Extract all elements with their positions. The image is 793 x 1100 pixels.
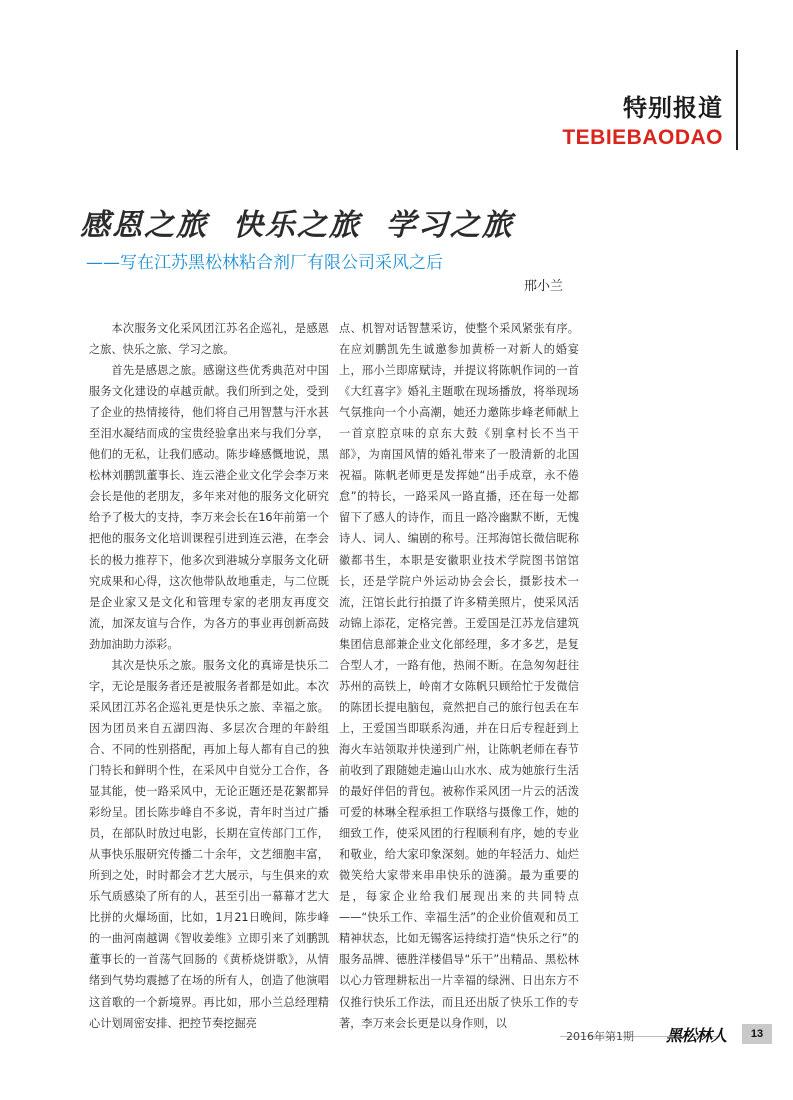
paragraph: 点、机智对话智慧采访，使整个采风紧张有序。在应刘鹏凯先生诚邀参加黄桥一对新人的婚宴上，邢小兰即席赋诗，并提议将陈帆作词的一首《大红喜字》婚礼主题歌在现场播放，将举现场气氛推向一个小高潮，她还力邀陈步峰老师献上一首京腔京味的京东大鼓《别拿村长不当干部》，为南国风情的婚礼带来了一股清新的北国祝福。陈帆老师更是发挥她“出手成章，永不倦怠”的特长，一路采风一路直播，还在每一处都留下了感人的诗作，而且一路冷幽默不断，无愧诗人、词人、编剧的称号。汪邦海馆长微信昵称徽都书生，本职是安徽职业技术学院图书馆馆长，还是学院户外运动协会会长，摄影技术一流，汪馆长此行拍摄了许多精美照片，使采风活动锦上添花，定格完善。王爱国是江苏龙信建筑集团信息部兼企业文化部经理，多才多艺，是复合型人才，一路有他，热闹不断。在急匆匆赶往苏州的高铁上，岭南才女陈帆只顾给忙于发微信的陈团长提电脑包，竟然把自己的旅行包丢在车上，王爱国当即联系沟通，并在日后专程赶到上海火车站领取并快递到广州，让陈帆老师在春节前收到了跟随她走遍山山水水、成为她旅行生活的最好伴侣的背包。被称作采风团一片云的活泼可爱的林琳全程承担工作联络与摄像工作，她的细致工作，使采风团的行程顺利有序，她的专业和敬业，给大家印象深刻。她的年轻活力、灿烂微笑给大家带来串串快乐的涟漪。最为重要的是，每家企业给我们展现出来的共同特点——“快乐工作、幸福生活”的企业价值观和员工精神状态，比如无锡客运持续打造“快乐之行”的服务品牌、德胜洋楼倡导“乐干”出精品、黑松林以心力管理耕耘出一片幸福的绿洲、日出东方不仅推行快乐工作法，而且还出版了快乐工作的专著，李万来会长更是以身作则，以 <box>339 322 579 1030</box>
article-title: 感恩之旅 快乐之旅 学习之旅 <box>80 208 514 243</box>
section-title-pinyin: TEBIEBAODAO <box>562 126 723 149</box>
article-column-left <box>89 318 329 1034</box>
paragraph: 本次服务文化采风团江苏名企巡礼，是感恩之旅、快乐之旅、学习之旅。 <box>89 322 329 357</box>
paragraph: 其次是快乐之旅。服务文化的真谛是快乐二字，无论是服务者还是被服务者都是如此。本次采风团江苏名企巡礼更是快乐之旅、幸福之旅。因为团员来自五湖四海、多层次合理的年龄组合、不同的性别搭配，再加上每人都有自己的独门特长和鲜明个性，在采风中自觉分工合作，各显其能，使一路采风中，无论正题还是花絮都异彩纷呈。团长陈步峰自不多说，青年时当过广播员，在部队时放过电影，长期在宣传部门工作，从事快乐服研究传播二十余年，文艺细胞丰富，所到之处，时时都会才艺大展示，与生俱来的欢乐气质感染了所有的人，甚至引出一幕幕才艺大比拼的火爆场面，比如，1月21日晚间，陈步峰的一曲河南越调《智收姜维》立即引来了刘鹏凯董事长的一首荡气回肠的《黄桥烧饼歌》，从情绪到气势均震撼了在场的所有人，创造了他演唱这首歌的一个新境界。再比如，邢小兰总经理精心计划周密安排、把控节奏挖掘亮 <box>89 658 329 1030</box>
page-number: 13 <box>742 1024 772 1044</box>
magazine-logo: 黑松林人 <box>666 1026 727 1045</box>
paragraph: 首先是感恩之旅。感谢这些优秀典范对中国服务文化建设的卓越贡献。我们所到之处，受到了企业的热情接待，他们将自己用智慧与汗水甚至泪水凝结而成的宝贵经验拿出来与我们分享，他们的无私，让我们感动。陈步峰感慨地说，黑松林刘鹏凯董事长、连云港企业文化学会李万来会长是他的老朋友，多年来对他的服务文化研究给予了极大的支持，李万来会长在16年前第一个把他的服务文化培训课程引进到连云港，在李会长的极力推荐下，他多次到港城分享服务文化研究成果和心得，这次他带队故地重走，与二位既是企业家又是文化和管理专家的老朋友再度交流，加深友谊与合作，为各方的事业再创新高鼓劲加油助力添彩。 <box>89 364 329 651</box>
article-subtitle: ——写在江苏黑松林粘合剂厂有限公司采风之后 <box>86 253 443 273</box>
article-column-right <box>339 318 579 1034</box>
header-divider <box>736 50 738 150</box>
article-author: 邢小兰 <box>524 279 564 294</box>
section-title: 特别报道 <box>623 94 723 122</box>
issue-label: 2016年第1期 <box>566 1030 634 1043</box>
